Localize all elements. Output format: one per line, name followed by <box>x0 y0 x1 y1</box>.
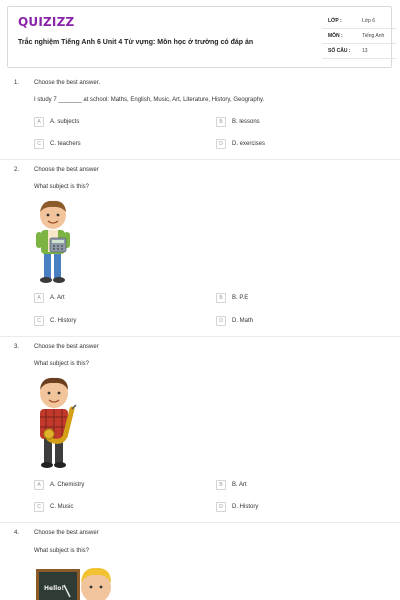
meta-row-subject <box>322 30 396 44</box>
option-letter-box[interactable]: D <box>216 502 226 512</box>
question-number: 2. <box>14 167 20 173</box>
option-letter-box[interactable]: D <box>216 316 226 326</box>
option-text: C. History <box>50 318 77 324</box>
meta-value: Lớp 6 <box>362 18 376 24</box>
option-letter-box[interactable]: A <box>34 480 44 490</box>
question-prompt: Choose the best answer. <box>34 80 101 86</box>
quiz-title: Trắc nghiệm Tiếng Anh 6 Unit 4 Từ vựng: Môn học ở trường có đáp án <box>18 39 254 46</box>
option-letter-box[interactable]: C <box>34 316 44 326</box>
option-letter-box[interactable]: A <box>34 117 44 127</box>
option-text: D. exercises <box>232 141 266 147</box>
meta-row-class <box>322 15 396 29</box>
question-prompt: Choose the best answer <box>34 530 99 536</box>
meta-label: MÔN : <box>328 33 343 39</box>
question-divider <box>0 336 400 337</box>
meta-value: 13 <box>362 48 368 54</box>
question-divider <box>0 522 400 523</box>
question-stem: What subject is this? <box>34 184 90 190</box>
option-text: C. Music <box>50 504 74 510</box>
question-divider <box>0 159 400 160</box>
option-letter-box[interactable]: C <box>34 502 44 512</box>
meta-row-count <box>322 45 396 59</box>
boy-with-calculator-image <box>28 198 78 286</box>
option-letter-box[interactable]: B <box>216 293 226 303</box>
blackboard-text: Hello! <box>44 585 65 592</box>
boy-with-blackboard-image <box>34 563 118 600</box>
option-text: A. Chemistry <box>50 482 85 488</box>
boy-with-saxophone-image <box>28 375 84 471</box>
question-stem: What subject is this? <box>34 361 90 367</box>
option-letter-box[interactable]: B <box>216 480 226 490</box>
question-number: 4. <box>14 530 20 536</box>
option-text: A. subjects <box>50 119 80 125</box>
option-letter-box[interactable]: D <box>216 139 226 149</box>
question-number: 3. <box>14 344 20 350</box>
option-letter-box[interactable]: A <box>34 293 44 303</box>
meta-label: SỐ CÂU : <box>328 48 351 54</box>
meta-label: LỚP : <box>328 18 342 24</box>
question-stem: I study 7 _______ at school: Maths, English, Music, Art, Literature, History, Geography. <box>34 97 265 103</box>
quiz-header <box>7 6 392 68</box>
question-stem: What subject is this? <box>34 548 90 554</box>
option-text: B. Art <box>232 482 247 488</box>
option-text: A. Art <box>50 295 65 301</box>
option-text: D. Math <box>232 318 254 324</box>
option-letter-box[interactable]: C <box>34 139 44 149</box>
option-text: C. teachers <box>50 141 81 147</box>
option-text: B. P.E <box>232 295 249 301</box>
option-text: D. History <box>232 504 259 510</box>
question-prompt: Choose the best answer <box>34 167 99 173</box>
option-letter-box[interactable]: B <box>216 117 226 127</box>
option-text: B. lessons <box>232 119 260 125</box>
question-prompt: Choose the best answer <box>34 344 99 350</box>
meta-value: Tiếng Anh <box>362 33 385 39</box>
quizizz-logo[interactable]: QUIZIZZ <box>18 15 75 29</box>
question-number: 1. <box>14 80 20 86</box>
